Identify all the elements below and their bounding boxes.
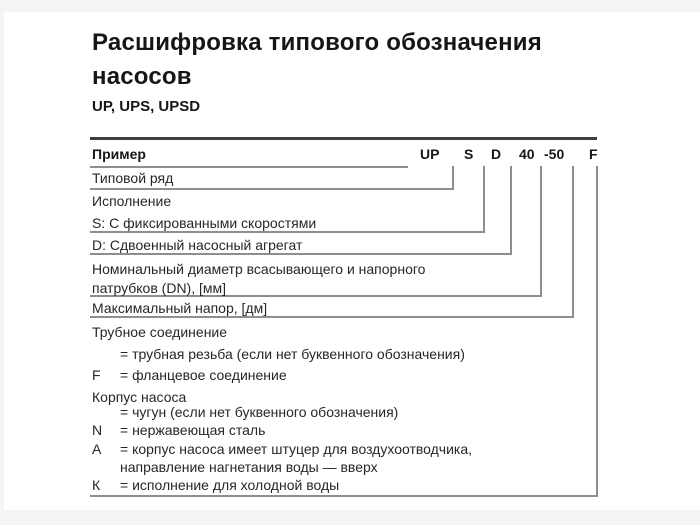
code-version-s: S bbox=[464, 146, 474, 162]
rule-type-series bbox=[90, 188, 454, 190]
connector-line-d bbox=[510, 166, 512, 255]
row-diameter-line2: патрубков (DN), [мм] bbox=[92, 280, 227, 296]
code-version-d: D bbox=[491, 146, 502, 162]
row-version-header: Исполнение bbox=[92, 193, 172, 209]
row-stainless-letter: N bbox=[92, 422, 103, 438]
connector-line-40 bbox=[540, 166, 542, 297]
code-diameter: 40 bbox=[519, 146, 535, 162]
connector-line-up bbox=[452, 166, 454, 190]
row-airvent-letter: A bbox=[92, 441, 102, 457]
table-top-border bbox=[90, 137, 597, 140]
row-max-head: Максимальный напор, [дм] bbox=[92, 300, 268, 316]
row-coldwater-label: = исполнение для холодной воды bbox=[120, 477, 340, 493]
code-connection: F bbox=[589, 146, 598, 162]
code-head: -50 bbox=[544, 146, 565, 162]
pump-series-list: UP, UPS, UPSD bbox=[92, 98, 201, 115]
page-edge-left bbox=[0, 0, 4, 525]
rule-under-example bbox=[90, 166, 408, 168]
row-diameter-line1: Номинальный диаметр всасывающего и напорного bbox=[92, 261, 426, 277]
connector-line-s bbox=[483, 166, 485, 233]
row-cast-iron-default: = чугун (если нет буквенного обозначения) bbox=[120, 404, 399, 420]
row-type-series: Типовой ряд bbox=[92, 170, 174, 186]
connector-line-50 bbox=[572, 166, 574, 318]
row-stainless-label: = нержавеющая сталь bbox=[120, 422, 266, 438]
page-title bbox=[92, 26, 622, 94]
row-airvent-label: = корпус насоса имеет штуцер для воздухоотводчика, bbox=[120, 441, 473, 457]
page-edge-bottom bbox=[0, 510, 700, 525]
row-airvent-label-line2: направление нагнетания воды — вверх bbox=[120, 459, 378, 475]
row-version-s: S: С фиксированными скоростями bbox=[92, 215, 317, 231]
page-title-line1: Расшифровка типового обозначения bbox=[92, 29, 542, 56]
row-version-d: D: Сдвоенный насосный агрегат bbox=[92, 237, 303, 253]
page-edge-top bbox=[0, 0, 700, 12]
row-coldwater-letter: К bbox=[92, 477, 101, 493]
row-flange-letter: F bbox=[92, 367, 101, 383]
page-title-line2: насосов bbox=[92, 63, 192, 90]
connector-line-f bbox=[596, 166, 598, 497]
example-label: Пример bbox=[92, 146, 146, 162]
row-thread-default: = трубная резьба (если нет буквенного обозначения) bbox=[120, 346, 465, 362]
code-series: UP bbox=[420, 146, 440, 162]
row-flange-label: = фланцевое соединение bbox=[120, 367, 287, 383]
table-bottom-border bbox=[90, 495, 598, 497]
row-pipe-connection: Трубное соединение bbox=[92, 324, 228, 340]
row-pump-housing: Корпус насоса bbox=[92, 389, 187, 405]
